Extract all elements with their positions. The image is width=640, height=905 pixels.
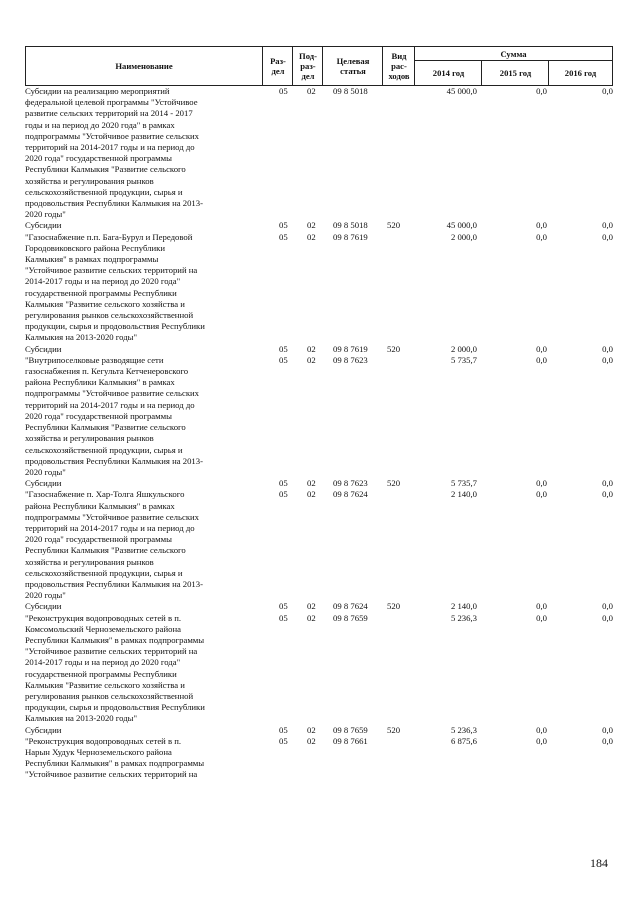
row-celevaya-statya: 09 8 7661 [333,735,368,746]
row-name: "Реконструкция водопроводных сетей в п. Нарын Худук Черноземельского района Республики Калмыкия" в рамках подпрограммы "Устойчивое развитие сельских территорий на [25,735,205,780]
header-vid-line-3: ходов [388,71,410,81]
header-podrazdel [292,47,323,85]
row-name: "Газоснабжение п.п. Бага-Бурул и Передовой Городовиковского района Республики Калмыкия" в рамках подпрограммы "Устойчивое развитие сельских территорий на 2014-2017 годы и на период до 2020 года" государственной программы Республики Калмыкия "Развитие сельского хозяйства и регулирования рынков сельскохозяйственной продукции, сырья и продовольствия Республики Калмыкия на 2013-2020 годы" [25,231,205,343]
table-header [25,46,613,86]
header-vid [382,47,415,85]
row-name: "Внутрипоселковые разводящие сети газоснабжения п. Кегульта Кетченеровского района Республики Калмыкия" в рамках подпрограммы "Устойчивое развитие сельских территорий на 2014-2017 годы и на период до 2020 года" государственной программы Республики Калмыкия "Развитие сельского хозяйства и регулирования рынков сельскохозяйственной продукции, сырья и продовольствия Республики Калмыкия на 2013- 2020 годы" [25,354,204,477]
header-podrazdel-line-1: Под- [299,51,317,61]
row-name: Субсидии [25,601,62,612]
row-sum-2015: 0,0 [536,735,547,746]
row-sum-2016: 0,0 [602,478,613,489]
row-podrazdel: 02 [307,231,316,242]
row-sum-2014: 5 735,7 [450,354,477,365]
row-razdel: 05 [279,724,288,735]
row-celevaya-statya: 09 8 7659 [333,724,368,735]
header-year-2016 [548,60,612,85]
row-sum-2015: 0,0 [536,343,547,354]
row-celevaya-statya: 09 8 5018 [333,86,368,96]
row-sum-2015: 0,0 [536,86,547,96]
row-celevaya-statya: 09 8 5018 [333,220,368,231]
row-podrazdel: 02 [307,489,316,500]
header-celevaya [322,47,383,85]
header-summa [414,47,612,61]
row-razdel: 05 [279,220,288,231]
row-razdel: 05 [279,343,288,354]
row-razdel: 05 [279,601,288,612]
table-row [25,478,613,489]
table-row [25,86,613,220]
header-year-2014-text: 2014 год [432,67,465,78]
table-row [25,613,613,725]
row-podrazdel: 02 [307,612,316,623]
table-row [25,601,613,612]
row-razdel: 05 [279,231,288,242]
row-sum-2014: 5 735,7 [450,478,477,489]
table-row [25,220,613,231]
header-name-text: Наименование [115,61,173,71]
row-sum-2016: 0,0 [602,724,613,735]
header-celevaya-line-2: статья [340,66,366,76]
row-razdel: 05 [279,86,288,96]
row-podrazdel: 02 [307,601,316,612]
header-razdel [262,47,293,85]
row-celevaya-statya: 09 8 7619 [333,231,368,242]
header-podrazdel-line-3: дел [301,71,315,81]
table-row [25,736,613,781]
row-sum-2016: 0,0 [602,601,613,612]
row-sum-2015: 0,0 [536,220,547,231]
row-vid-rashodov: 520 [387,478,401,489]
row-podrazdel: 02 [307,220,316,231]
header-celevaya-text [337,56,370,76]
row-sum-2016: 0,0 [602,343,613,354]
header-summa-text: Сумма [500,48,527,59]
row-sum-2015: 0,0 [536,612,547,623]
row-podrazdel: 02 [307,724,316,735]
row-sum-2014: 2 140,0 [450,601,477,612]
header-name [26,47,262,85]
header-year-2016-text: 2016 год [564,67,597,78]
header-year-2014 [414,60,482,85]
row-sum-2016: 0,0 [602,86,613,96]
row-sum-2014: 2 000,0 [450,231,477,242]
header-year-2015-text: 2015 год [499,67,532,78]
row-razdel: 05 [279,612,288,623]
row-sum-2015: 0,0 [536,724,547,735]
row-celevaya-statya: 09 8 7623 [333,354,368,365]
row-celevaya-statya: 09 8 7659 [333,612,368,623]
header-razdel-text [270,56,286,76]
table-row [25,355,613,478]
row-razdel: 05 [279,478,288,489]
row-vid-rashodov: 520 [387,220,401,231]
row-name: Субсидии [25,220,62,231]
header-razdel-line-2: дел [271,66,285,76]
row-celevaya-statya: 09 8 7619 [333,343,368,354]
row-sum-2014: 2 140,0 [450,489,477,500]
table-row [25,344,613,355]
header-podrazdel-text [299,51,317,81]
row-sum-2014: 45 000,0 [446,86,477,96]
row-vid-rashodov: 520 [387,601,401,612]
row-sum-2015: 0,0 [536,489,547,500]
row-celevaya-statya: 09 8 7624 [333,489,368,500]
row-name: Субсидии [25,343,62,354]
row-sum-2015: 0,0 [536,354,547,365]
table-row [25,725,613,736]
row-vid-rashodov: 520 [387,343,401,354]
header-vid-line-1: Вид [391,51,407,61]
row-name: Субсидии [25,478,62,489]
header-vid-text [388,51,409,81]
row-name: "Реконструкция водопроводных сетей в п. Комсомольский Черноземельского района Республики Калмыкия" в рамках подпрограммы "Устойчивое развитие сельских территорий на 2014-2017 годы и на период до 2020 года" государственной программы Республики Калмыкия "Развитие сельского хозяйства и регулирования рынков сельскохозяйственной продукции, сырья и продовольствия Республики Калмыкия на 2013-2020 годы" [25,612,205,724]
row-sum-2014: 45 000,0 [446,220,477,231]
row-podrazdel: 02 [307,86,316,96]
row-name: Субсидии на реализацию мероприятий федеральной целевой программы "Устойчивое развитие сельских территорий на 2014 - 2017 годы и на период до 2020 года" в рамках подпрограммы "Устойчивое развитие сельских территорий на 2014-2017 годы и на период до 2020 года" государственной программы Республики Калмыкия "Развитие сельского хозяйства и регулирования рынков сельскохозяйственной продукции, сырья и продовольствия Республики Калмыкия на 2013- 2020 годы" [25,86,204,220]
row-sum-2016: 0,0 [602,231,613,242]
row-podrazdel: 02 [307,735,316,746]
row-sum-2014: 2 000,0 [450,343,477,354]
table-row [25,489,613,601]
row-sum-2014: 5 236,3 [450,612,477,623]
row-sum-2015: 0,0 [536,601,547,612]
row-razdel: 05 [279,489,288,500]
row-sum-2014: 6 875,6 [450,735,477,746]
row-sum-2016: 0,0 [602,220,613,231]
row-sum-2016: 0,0 [602,612,613,623]
row-celevaya-statya: 09 8 7623 [333,478,368,489]
row-sum-2016: 0,0 [602,489,613,500]
row-podrazdel: 02 [307,478,316,489]
row-sum-2015: 0,0 [536,231,547,242]
row-podrazdel: 02 [307,354,316,365]
row-name: Субсидии [25,724,62,735]
table-body [25,86,613,781]
table-row [25,232,613,344]
header-razdel-line-1: Раз- [270,56,286,66]
header-celevaya-line-1: Целевая [336,56,370,66]
header-year-2015 [481,60,549,85]
page-number: 184 [590,856,608,870]
row-vid-rashodov: 520 [387,724,401,735]
row-podrazdel: 02 [307,343,316,354]
row-razdel: 05 [279,735,288,746]
row-sum-2015: 0,0 [536,478,547,489]
row-name: "Газоснабжение п. Хар-Толга Яшкульского района Республики Калмыкия" в рамках подпрограммы "Устойчивое развитие сельских территорий на 2014-2017 годы и на период до 2020 года" государственной программы Республики Калмыкия "Развитие сельского хозяйства и регулирования рынков сельскохозяйственной продукции, сырья и продовольствия Республики Калмыкия на 2013- 2020 годы" [25,489,204,601]
row-sum-2016: 0,0 [602,354,613,365]
row-razdel: 05 [279,354,288,365]
row-celevaya-statya: 09 8 7624 [333,601,368,612]
row-sum-2016: 0,0 [602,735,613,746]
header-vid-line-2: рас- [391,61,407,71]
row-sum-2014: 5 236,3 [450,724,477,735]
header-podrazdel-line-2: раз- [300,61,316,71]
